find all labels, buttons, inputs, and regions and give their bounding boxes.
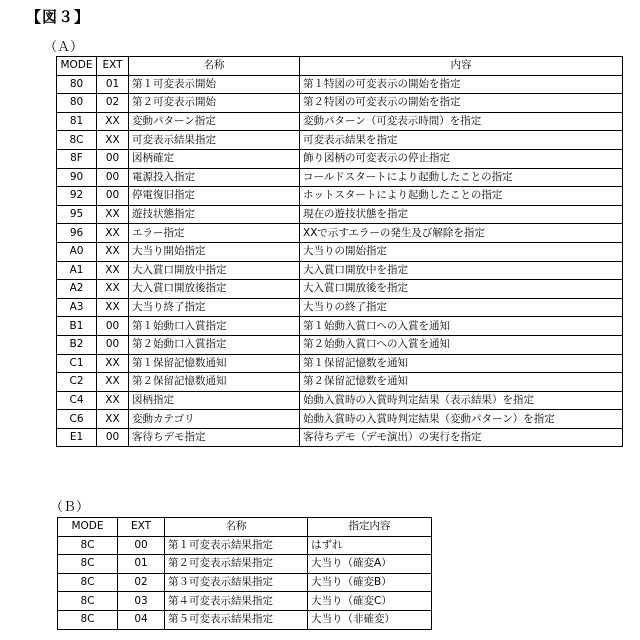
cell-mode: 8C	[58, 555, 118, 574]
cell-content: 始動入賞時の入賞時判定結果（表示結果）を指定	[300, 391, 623, 410]
cell-content: 大入賞口開放中を指定	[300, 261, 623, 280]
cell-name: 第２可変表示開始	[129, 94, 300, 113]
cell-mode: C6	[57, 410, 97, 429]
cell-mode: 92	[57, 187, 97, 206]
cell-content: はずれ	[308, 536, 432, 555]
cell-content: 第２保留記憶数を通知	[300, 373, 623, 392]
cell-mode: E1	[57, 428, 97, 447]
table-row	[57, 428, 623, 447]
cell-name: エラー指定	[129, 224, 300, 243]
cell-ext: 00	[97, 149, 129, 168]
cell-ext: XX	[97, 112, 129, 131]
cell-mode: 8C	[58, 610, 118, 629]
cell-mode: 8C	[57, 131, 97, 150]
cell-content: 大当り（確変C）	[308, 592, 432, 611]
command-table-b	[57, 517, 432, 630]
cell-ext: XX	[97, 410, 129, 429]
cell-ext: XX	[97, 373, 129, 392]
cell-mode: B2	[57, 335, 97, 354]
cell-content: 大当りの終了指定	[300, 298, 623, 317]
table-row	[57, 205, 623, 224]
cell-ext: 00	[118, 536, 165, 555]
table-row	[57, 168, 623, 187]
cell-ext: XX	[97, 354, 129, 373]
cell-name: 大当り終了指定	[129, 298, 300, 317]
cell-mode: B1	[57, 317, 97, 336]
table-row	[57, 187, 623, 206]
table-row	[57, 261, 623, 280]
cell-content: 第２特図の可変表示の開始を指定	[300, 94, 623, 113]
table-row	[57, 335, 623, 354]
table-row	[57, 242, 623, 261]
cell-ext: 00	[97, 168, 129, 187]
section-a-label: （Ａ）	[44, 36, 83, 55]
cell-ext: XX	[97, 391, 129, 410]
cell-mode: A2	[57, 280, 97, 299]
cell-mode: 8C	[58, 592, 118, 611]
cell-content: 大当り（確変A）	[308, 555, 432, 574]
table-row	[57, 112, 623, 131]
cell-ext: XX	[97, 242, 129, 261]
header-content: 内容	[300, 57, 623, 76]
command-table-a	[56, 56, 623, 447]
cell-mode: 80	[57, 94, 97, 113]
cell-ext: 02	[118, 573, 165, 592]
cell-ext: 03	[118, 592, 165, 611]
header-mode: MODE	[57, 57, 97, 76]
cell-ext: XX	[97, 205, 129, 224]
cell-name: 第３可変表示結果指定	[165, 573, 308, 592]
cell-name: 第１可変表示結果指定	[165, 536, 308, 555]
cell-ext: XX	[97, 261, 129, 280]
cell-mode: A1	[57, 261, 97, 280]
cell-ext: 00	[97, 428, 129, 447]
header-mode: MODE	[58, 518, 118, 537]
table-row	[58, 555, 432, 574]
header-content: 指定内容	[308, 518, 432, 537]
cell-name: 第４可変表示結果指定	[165, 592, 308, 611]
table-row	[57, 410, 623, 429]
header-ext: EXT	[118, 518, 165, 537]
cell-ext: 02	[97, 94, 129, 113]
cell-content: 可変表示結果を指定	[300, 131, 623, 150]
cell-mode: 90	[57, 168, 97, 187]
cell-name: 電源投入指定	[129, 168, 300, 187]
cell-content: 大入賞口開放後を指定	[300, 280, 623, 299]
cell-mode: A0	[57, 242, 97, 261]
cell-ext: 00	[97, 187, 129, 206]
header-name: 名称	[165, 518, 308, 537]
cell-content: 始動入賞時の入賞時判定結果（変動パターン）を指定	[300, 410, 623, 429]
cell-mode: C2	[57, 373, 97, 392]
cell-name: 図柄確定	[129, 149, 300, 168]
cell-mode: 80	[57, 75, 97, 94]
cell-content: 大当り（確変B）	[308, 573, 432, 592]
cell-mode: 95	[57, 205, 97, 224]
table-row	[57, 75, 623, 94]
cell-ext: XX	[97, 280, 129, 299]
table-row	[57, 317, 623, 336]
cell-mode: 8C	[58, 573, 118, 592]
cell-mode: 96	[57, 224, 97, 243]
cell-mode: C1	[57, 354, 97, 373]
cell-mode: 8C	[58, 536, 118, 555]
cell-name: 第１保留記憶数通知	[129, 354, 300, 373]
header-name: 名称	[129, 57, 300, 76]
cell-ext: 01	[118, 555, 165, 574]
cell-content: XXで示すエラーの発生及び解除を指定	[300, 224, 623, 243]
cell-name: 第１始動口入賞指定	[129, 317, 300, 336]
table-row	[58, 592, 432, 611]
cell-content: 第２始動入賞口への入賞を通知	[300, 335, 623, 354]
cell-mode: 8F	[57, 149, 97, 168]
cell-content: 第１特図の可変表示の開始を指定	[300, 75, 623, 94]
cell-content: 第１始動入賞口への入賞を通知	[300, 317, 623, 336]
cell-mode: A3	[57, 298, 97, 317]
header-ext: EXT	[97, 57, 129, 76]
table-row	[57, 149, 623, 168]
cell-name: 大入賞口開放後指定	[129, 280, 300, 299]
cell-name: 大当り開始指定	[129, 242, 300, 261]
cell-ext: 04	[118, 610, 165, 629]
table-row	[57, 391, 623, 410]
table-row	[58, 610, 432, 629]
table-header-row	[58, 518, 432, 537]
cell-name: 停電復旧指定	[129, 187, 300, 206]
cell-name: 可変表示結果指定	[129, 131, 300, 150]
cell-content: コールドスタートにより起動したことの指定	[300, 168, 623, 187]
table-row	[57, 354, 623, 373]
cell-ext: 00	[97, 335, 129, 354]
cell-ext: 01	[97, 75, 129, 94]
cell-name: 変動パターン指定	[129, 112, 300, 131]
cell-name: 第１可変表示開始	[129, 75, 300, 94]
table-row	[58, 536, 432, 555]
cell-name: 第５可変表示結果指定	[165, 610, 308, 629]
cell-content: ホットスタートにより起動したことの指定	[300, 187, 623, 206]
cell-name: 第２始動口入賞指定	[129, 335, 300, 354]
table-header-row	[57, 57, 623, 76]
cell-content: 第１保留記憶数を通知	[300, 354, 623, 373]
cell-name: 変動カテゴリ	[129, 410, 300, 429]
cell-ext: XX	[97, 131, 129, 150]
cell-mode: 81	[57, 112, 97, 131]
cell-name: 図柄指定	[129, 391, 300, 410]
cell-name: 客待ちデモ指定	[129, 428, 300, 447]
table-row	[57, 224, 623, 243]
cell-name: 大入賞口開放中指定	[129, 261, 300, 280]
table-row	[58, 573, 432, 592]
cell-ext: XX	[97, 224, 129, 243]
figure-title: 【図３】	[26, 6, 90, 27]
table-row	[57, 94, 623, 113]
cell-content: 変動パターン（可変表示時間）を指定	[300, 112, 623, 131]
cell-name: 第２保留記憶数通知	[129, 373, 300, 392]
section-b-label: （Ｂ）	[50, 496, 89, 515]
table-row	[57, 280, 623, 299]
cell-content: 大当りの開始指定	[300, 242, 623, 261]
cell-ext: 00	[97, 317, 129, 336]
cell-name: 遊技状態指定	[129, 205, 300, 224]
table-row	[57, 298, 623, 317]
table-row	[57, 131, 623, 150]
cell-content: 飾り図柄の可変表示の停止指定	[300, 149, 623, 168]
cell-name: 第２可変表示結果指定	[165, 555, 308, 574]
cell-mode: C4	[57, 391, 97, 410]
cell-content: 現在の遊技状態を指定	[300, 205, 623, 224]
table-row	[57, 373, 623, 392]
cell-content: 客待ちデモ（デモ演出）の実行を指定	[300, 428, 623, 447]
cell-ext: XX	[97, 298, 129, 317]
cell-content: 大当り（非確変）	[308, 610, 432, 629]
